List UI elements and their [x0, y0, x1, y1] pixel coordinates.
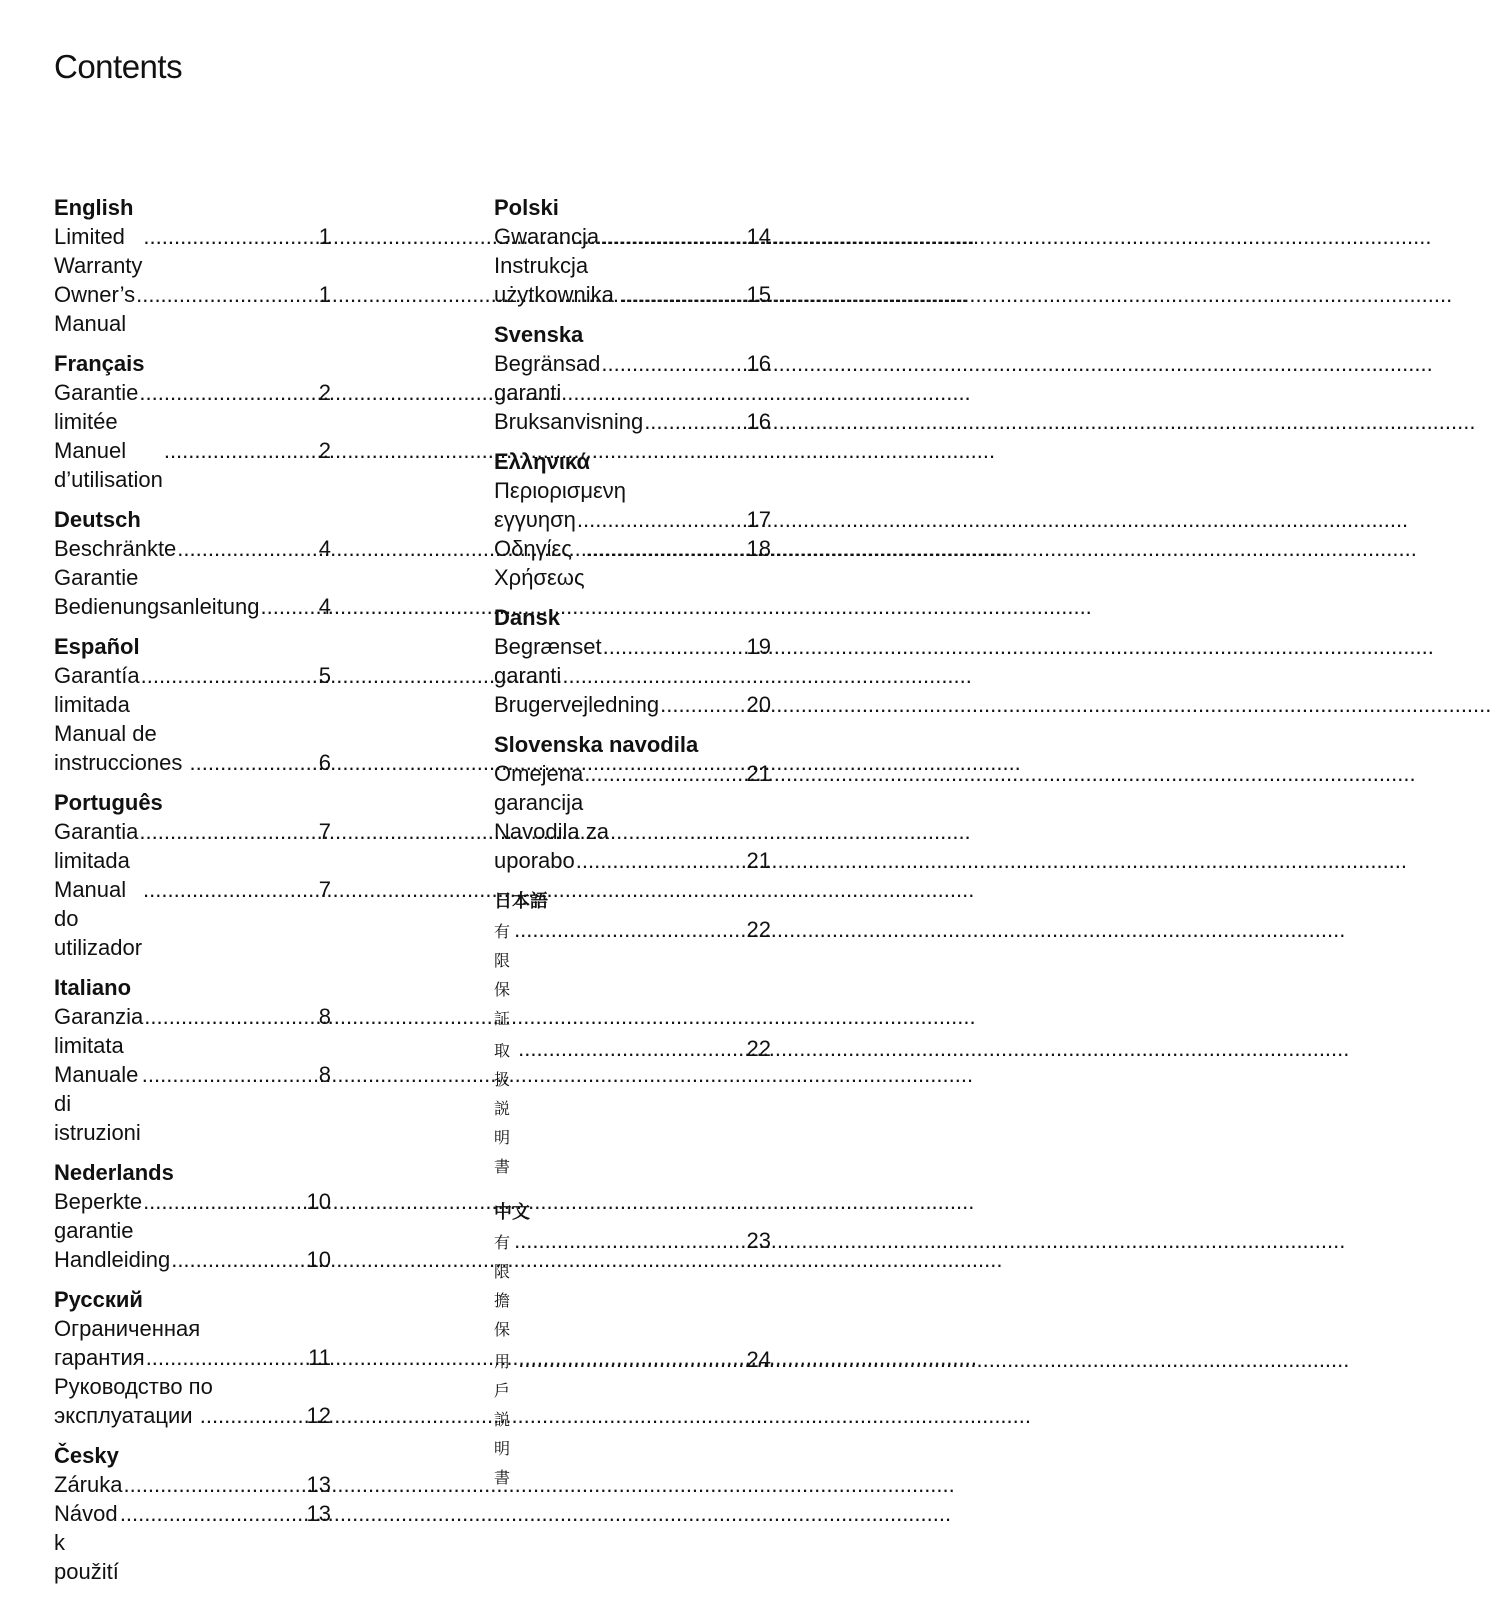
toc-entry-page-number: 21	[746, 761, 771, 786]
toc-entry-page-number: 20	[746, 692, 771, 717]
toc-entry-title: Beschränkte Garantie	[54, 536, 183, 590]
toc-entry-title: Brugervejledning	[494, 692, 660, 717]
dot-leader	[600, 222, 745, 251]
language-heading: 日本語	[494, 891, 548, 911]
toc-entry[interactable]	[494, 759, 771, 817]
toc-entry-title: Garanzia limitata	[54, 1004, 150, 1058]
language-heading: Dansk	[494, 605, 561, 630]
toc-entry[interactable]	[54, 661, 331, 719]
toc-entry-title-line1: Ограниченная	[54, 1316, 201, 1341]
toc-entry-page-number: 17	[746, 507, 771, 532]
language-heading: Nederlands	[54, 1160, 174, 1185]
toc-entry-page-number: 16	[746, 351, 771, 376]
toc-entry-title-line1: Περιορισμενη	[494, 478, 627, 503]
toc-entry-title: Garantia limitada	[54, 819, 145, 873]
dot-leader	[603, 632, 746, 661]
toc-entry[interactable]	[54, 1499, 331, 1586]
toc-entry-title: Garantía limitada	[54, 663, 146, 717]
toc-entry[interactable]	[494, 407, 771, 436]
toc-entry-title: instrucciones	[54, 750, 189, 775]
toc-entry-title-line1: Instrukcja	[494, 253, 589, 278]
language-section	[494, 321, 771, 436]
language-section	[54, 974, 331, 1147]
toc-entry[interactable]	[494, 349, 771, 407]
toc-entry-title: Limited Warranty	[54, 224, 143, 278]
toc-entry-title-line1: Navodila za	[494, 819, 609, 844]
toc-entry-title: Owner’s Manual	[54, 282, 142, 336]
dot-leader	[143, 875, 318, 904]
dot-leader	[142, 1060, 318, 1089]
toc-entry-page-number: 2	[318, 380, 331, 405]
toc-entry-title: Bruksanvisning	[494, 409, 650, 434]
toc-entry-title-line1: Руководство по	[54, 1374, 213, 1399]
toc-entry-title: Begrænset garanti	[494, 634, 608, 688]
toc-entry-title: Manuel d’utilisation	[54, 438, 163, 492]
language-heading: Ελληνικά	[494, 449, 590, 474]
language-heading: Slovenska navodila	[494, 732, 699, 757]
language-section	[494, 448, 771, 592]
language-section	[54, 350, 331, 494]
dot-leader	[164, 436, 318, 465]
language-section	[54, 1442, 331, 1586]
toc-entry-title: 取扱説明書	[494, 1043, 515, 1176]
dot-leader	[143, 222, 317, 251]
toc-entry-page-number: 23	[746, 1228, 771, 1253]
toc-entry[interactable]	[494, 632, 771, 690]
dot-leader	[601, 349, 745, 378]
language-heading: Português	[54, 790, 163, 815]
language-heading: Česky	[54, 1443, 119, 1468]
toc-entry[interactable]	[494, 1034, 771, 1182]
toc-entry-page-number: 13	[306, 1501, 331, 1526]
language-heading: English	[54, 195, 134, 220]
dot-leader	[518, 1034, 745, 1063]
toc-entry[interactable]	[54, 436, 331, 494]
page-title: Contents	[54, 48, 183, 85]
toc-entry[interactable]	[54, 875, 331, 962]
toc-entry-title: Návod k použití	[54, 1501, 124, 1584]
toc-entry-title: гарантия	[54, 1345, 145, 1370]
language-section	[54, 506, 331, 621]
dot-leader	[644, 407, 745, 436]
language-heading: Français	[54, 351, 145, 376]
toc-entry[interactable]	[54, 1060, 331, 1147]
language-section	[494, 604, 771, 719]
language-heading: Deutsch	[54, 507, 141, 532]
toc-entry[interactable]	[494, 1226, 771, 1345]
toc-entry[interactable]	[54, 222, 331, 280]
dot-leader	[577, 505, 746, 534]
toc-entry-page-number: 7	[318, 819, 331, 844]
dot-leader	[576, 846, 746, 875]
toc-entry-title: Garantie limitée	[54, 380, 145, 434]
dot-leader	[136, 280, 318, 309]
toc-entry[interactable]	[54, 1245, 331, 1274]
toc-entry-page-number: 15	[746, 282, 771, 307]
toc-entry-page-number: 19	[746, 634, 771, 659]
toc-entry-title: Handleiding	[54, 1247, 177, 1272]
toc-entry-title: Manual do utilizador	[54, 877, 149, 960]
toc-entry[interactable]	[54, 1187, 331, 1245]
dot-leader	[261, 592, 318, 621]
dot-leader	[660, 690, 745, 719]
toc-entry[interactable]	[54, 817, 331, 875]
toc-entry[interactable]	[54, 1470, 331, 1499]
toc-entry[interactable]	[494, 690, 771, 719]
toc-entry-title: εγγυηση	[494, 507, 576, 532]
toc-entry-title: Omejena garancija	[494, 761, 590, 815]
toc-entry-title: Záruka	[54, 1472, 129, 1497]
language-section	[494, 1198, 771, 1493]
language-section	[54, 633, 331, 777]
dot-leader	[200, 1401, 306, 1430]
language-section	[54, 194, 331, 338]
dot-leader	[144, 1002, 317, 1031]
toc-entry-title: Manuale di istruzioni	[54, 1062, 147, 1145]
dot-leader	[123, 1470, 305, 1499]
toc-entry-title: 用戶説明書	[494, 1354, 515, 1487]
toc-entry-page-number: 5	[318, 663, 331, 688]
toc-entry[interactable]	[494, 1345, 771, 1493]
dot-leader	[177, 534, 317, 563]
toc-entry-page-number: 18	[746, 536, 771, 561]
toc-entry-page-number: 4	[318, 536, 331, 561]
dot-leader	[120, 1499, 306, 1528]
toc-entry-page-number: 22	[746, 1036, 771, 1061]
toc-entry[interactable]	[54, 592, 331, 621]
toc-entry-page-number: 4	[318, 594, 331, 619]
toc-entry-title: Begränsad garanti	[494, 351, 607, 405]
toc-entry[interactable]	[494, 846, 771, 875]
toc-entry-page-number: 21	[746, 848, 771, 873]
toc-entry[interactable]	[54, 748, 331, 777]
toc-entry-page-number: 10	[306, 1189, 331, 1214]
toc-entry[interactable]	[494, 915, 771, 1034]
language-section	[494, 887, 771, 1182]
language-section	[54, 1159, 331, 1274]
toc-entry-title: użytkownika	[494, 282, 620, 307]
toc-entry-page-number: 2	[318, 438, 331, 463]
toc-entry-title: 有限保証	[494, 924, 515, 1028]
toc-entry-title: эксплуатации	[54, 1403, 199, 1428]
language-heading: Русский	[54, 1287, 143, 1312]
dot-leader	[514, 1226, 745, 1255]
dot-leader	[171, 1245, 305, 1274]
toc-entry-page-number: 1	[318, 282, 331, 307]
toc-entry[interactable]	[54, 280, 331, 338]
toc-entry[interactable]	[54, 1401, 331, 1430]
language-heading: 中文	[494, 1202, 530, 1222]
toc-entry-title: Οδηγίες Χρήσεως	[494, 536, 591, 590]
dot-leader	[139, 817, 317, 846]
toc-entry-title-line1: Manual de	[54, 721, 157, 746]
toc-entry-page-number: 13	[306, 1472, 331, 1497]
language-heading: Italiano	[54, 975, 132, 1000]
toc-entry-page-number: 1	[318, 224, 331, 249]
toc-entry-title: Beperkte garantie	[54, 1189, 149, 1243]
toc-entry-page-number: 11	[308, 1345, 331, 1370]
toc-entry-page-number: 10	[306, 1247, 331, 1272]
dot-leader	[584, 759, 745, 788]
dot-leader	[141, 661, 318, 690]
toc-entry-page-number: 24	[746, 1347, 771, 1372]
toc-entry-title: 有限擔保	[494, 1235, 515, 1339]
contents-column-left	[54, 194, 331, 1598]
toc-entry-page-number: 8	[318, 1004, 331, 1029]
toc-entry[interactable]	[494, 505, 771, 534]
dot-leader	[190, 748, 318, 777]
dot-leader	[621, 280, 746, 309]
dot-leader	[139, 378, 317, 407]
dot-leader	[514, 915, 745, 944]
language-heading: Svenska	[494, 322, 584, 347]
language-heading: Polski	[494, 195, 559, 220]
language-section	[54, 1286, 331, 1430]
dot-leader	[146, 1343, 307, 1372]
toc-entry-page-number: 8	[318, 1062, 331, 1087]
language-section	[54, 789, 331, 962]
toc-entry[interactable]	[54, 1343, 331, 1372]
toc-entry-title: Gwarancja	[494, 224, 606, 249]
language-section	[494, 194, 771, 309]
dot-leader	[518, 1345, 745, 1374]
toc-entry[interactable]	[54, 1002, 331, 1060]
toc-entry-page-number: 12	[306, 1403, 331, 1428]
toc-entry-title: Bedienungsanleitung	[54, 594, 260, 619]
toc-entry-page-number: 14	[746, 224, 771, 249]
toc-entry[interactable]	[54, 378, 331, 436]
toc-entry-page-number: 22	[746, 917, 771, 942]
language-section	[494, 731, 771, 875]
toc-entry-page-number: 6	[318, 750, 331, 775]
toc-entry-page-number: 7	[318, 877, 331, 902]
dot-leader	[586, 534, 746, 563]
toc-entry-page-number: 16	[746, 409, 771, 434]
toc-entry-title: uporabo	[494, 848, 575, 873]
toc-entry[interactable]	[494, 222, 771, 251]
contents-column-right	[494, 194, 771, 1509]
toc-entry[interactable]	[54, 534, 331, 592]
toc-entry[interactable]	[494, 280, 771, 309]
dot-leader	[143, 1187, 305, 1216]
toc-entry[interactable]	[494, 534, 771, 592]
language-heading: Español	[54, 634, 140, 659]
